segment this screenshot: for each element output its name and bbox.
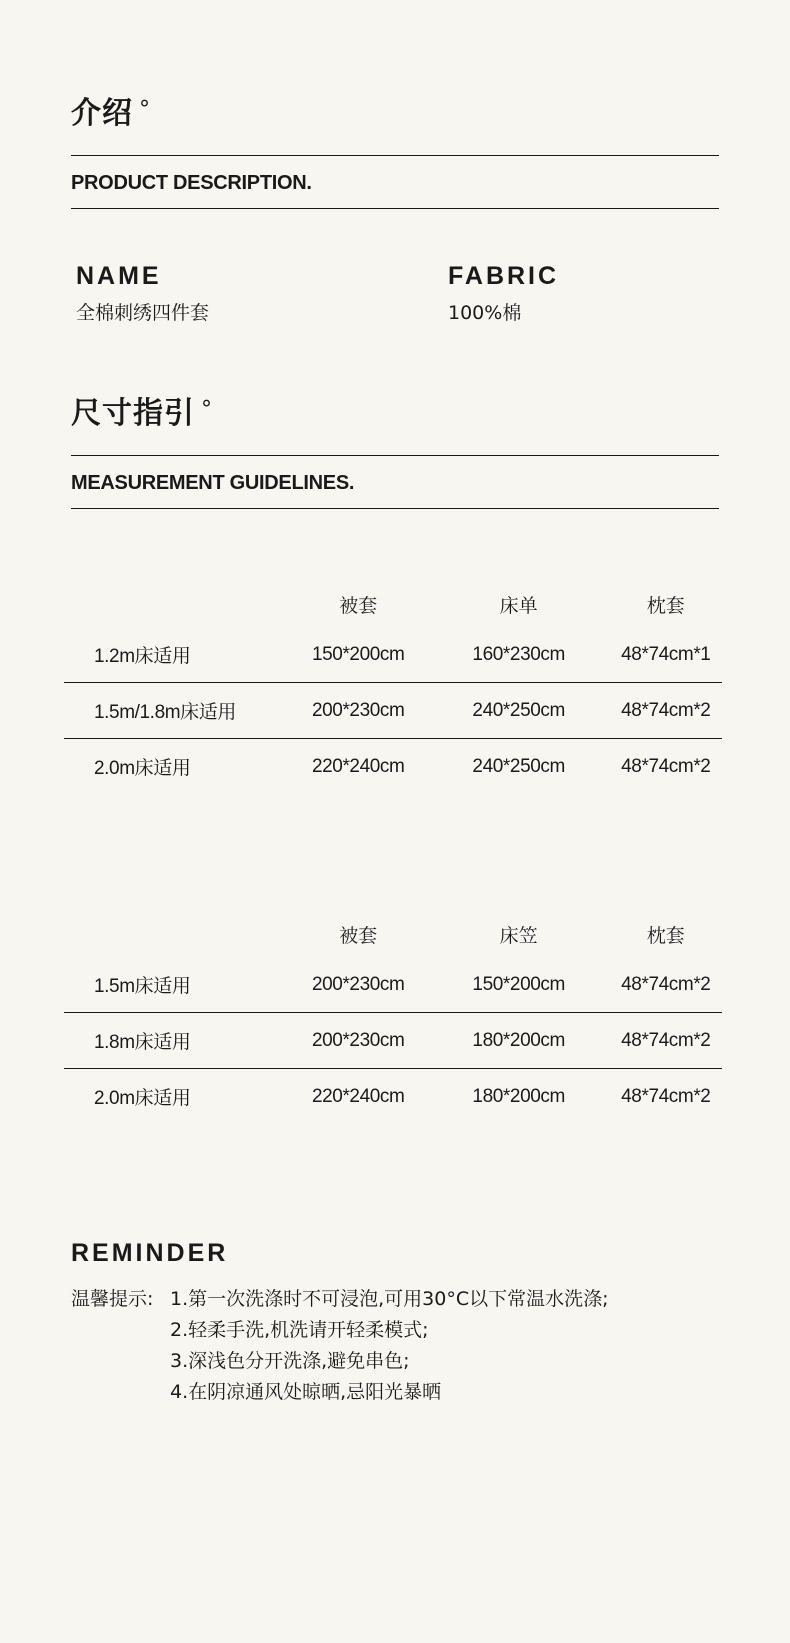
fabric-heading: FABRIC <box>448 262 560 290</box>
measure-title-text: 尺寸指引 <box>71 396 195 431</box>
table-cell: 48*74cm*2 <box>610 1069 722 1125</box>
reminder-block <box>71 1284 609 1408</box>
fabric-value: 100%棉 <box>448 302 522 324</box>
table-header-cell <box>64 911 289 957</box>
bed-size-cell: 1.5m/1.8m床适用 <box>64 683 289 739</box>
list-item: 2.轻柔手洗,机洗请开轻柔模式; <box>170 1319 429 1341</box>
table-cell: 180*200cm <box>428 1013 610 1069</box>
table-row <box>64 683 722 739</box>
name-heading: NAME <box>76 262 162 290</box>
table-header-cell: 床笠 <box>499 924 538 947</box>
divider <box>71 508 719 509</box>
table-row <box>64 1069 722 1125</box>
table-header-cell: 枕套 <box>646 924 685 947</box>
list-item: 1.第一次洗涤时不可浸泡,可用30°C以下常温水洗涤; <box>170 1288 609 1310</box>
bed-size-cell: 1.2m床适用 <box>94 646 191 667</box>
table-cell: 48*74cm*2 <box>610 739 722 795</box>
table-cell: 220*240cm <box>289 739 428 795</box>
table-row <box>64 627 722 683</box>
measure-title <box>71 396 213 432</box>
table-cell: 150*200cm <box>311 643 405 665</box>
table-cell: 48*74cm*1 <box>621 643 711 665</box>
degree-mark: ° <box>201 397 213 422</box>
size-table-2 <box>64 911 722 1124</box>
reminder-heading: REMINDER <box>71 1239 229 1267</box>
list-item: 3.深浅色分开洗涤,避免串色; <box>170 1350 410 1372</box>
table-row <box>64 1013 722 1069</box>
degree-mark: ° <box>139 97 151 122</box>
reminder-label: 温馨提示: <box>71 1288 154 1310</box>
table-cell: 200*230cm <box>311 973 405 995</box>
intro-title-text: 介绍 <box>71 96 133 131</box>
intro-subtitle: PRODUCT DESCRIPTION. <box>71 172 312 194</box>
name-value: 全棉刺绣四件套 <box>76 302 210 324</box>
name-spec <box>76 262 209 325</box>
table-row <box>64 739 722 795</box>
table-cell: 48*74cm*2 <box>610 1013 722 1069</box>
list-item: 4.在阴凉通风处晾晒,忌阳光暴晒 <box>170 1381 442 1403</box>
measure-subtitle: MEASUREMENT GUIDELINES. <box>71 472 355 494</box>
table-cell: 180*200cm <box>428 1069 610 1125</box>
table-header-cell: 枕套 <box>646 594 685 617</box>
table-cell: 220*240cm <box>289 1069 428 1125</box>
table-header-row <box>64 581 722 627</box>
size-table-1 <box>64 581 722 794</box>
table-header-cell <box>64 581 289 627</box>
table-cell: 48*74cm*2 <box>621 973 711 995</box>
divider <box>71 155 719 156</box>
table-cell: 48*74cm*2 <box>610 683 722 739</box>
fabric-spec <box>448 262 559 325</box>
table-cell: 150*200cm <box>472 973 565 995</box>
intro-title <box>71 96 151 132</box>
table-row <box>64 957 722 1013</box>
bed-size-cell: 1.8m床适用 <box>64 1013 289 1069</box>
table-header-cell: 床单 <box>499 594 538 617</box>
table-cell: 200*230cm <box>289 683 428 739</box>
table-header-row <box>64 911 722 957</box>
table-header-cell: 被套 <box>339 594 378 617</box>
table-cell: 160*230cm <box>472 643 565 665</box>
divider <box>71 455 719 456</box>
table-cell: 200*230cm <box>289 1013 428 1069</box>
table-cell: 240*250cm <box>428 683 610 739</box>
bed-size-cell: 2.0m床适用 <box>64 1069 289 1125</box>
divider <box>71 208 719 209</box>
table-header-cell: 被套 <box>339 924 378 947</box>
table-cell: 240*250cm <box>428 739 610 795</box>
reminder-list <box>170 1284 609 1408</box>
bed-size-cell: 1.5m床适用 <box>94 976 191 997</box>
bed-size-cell: 2.0m床适用 <box>64 739 289 795</box>
